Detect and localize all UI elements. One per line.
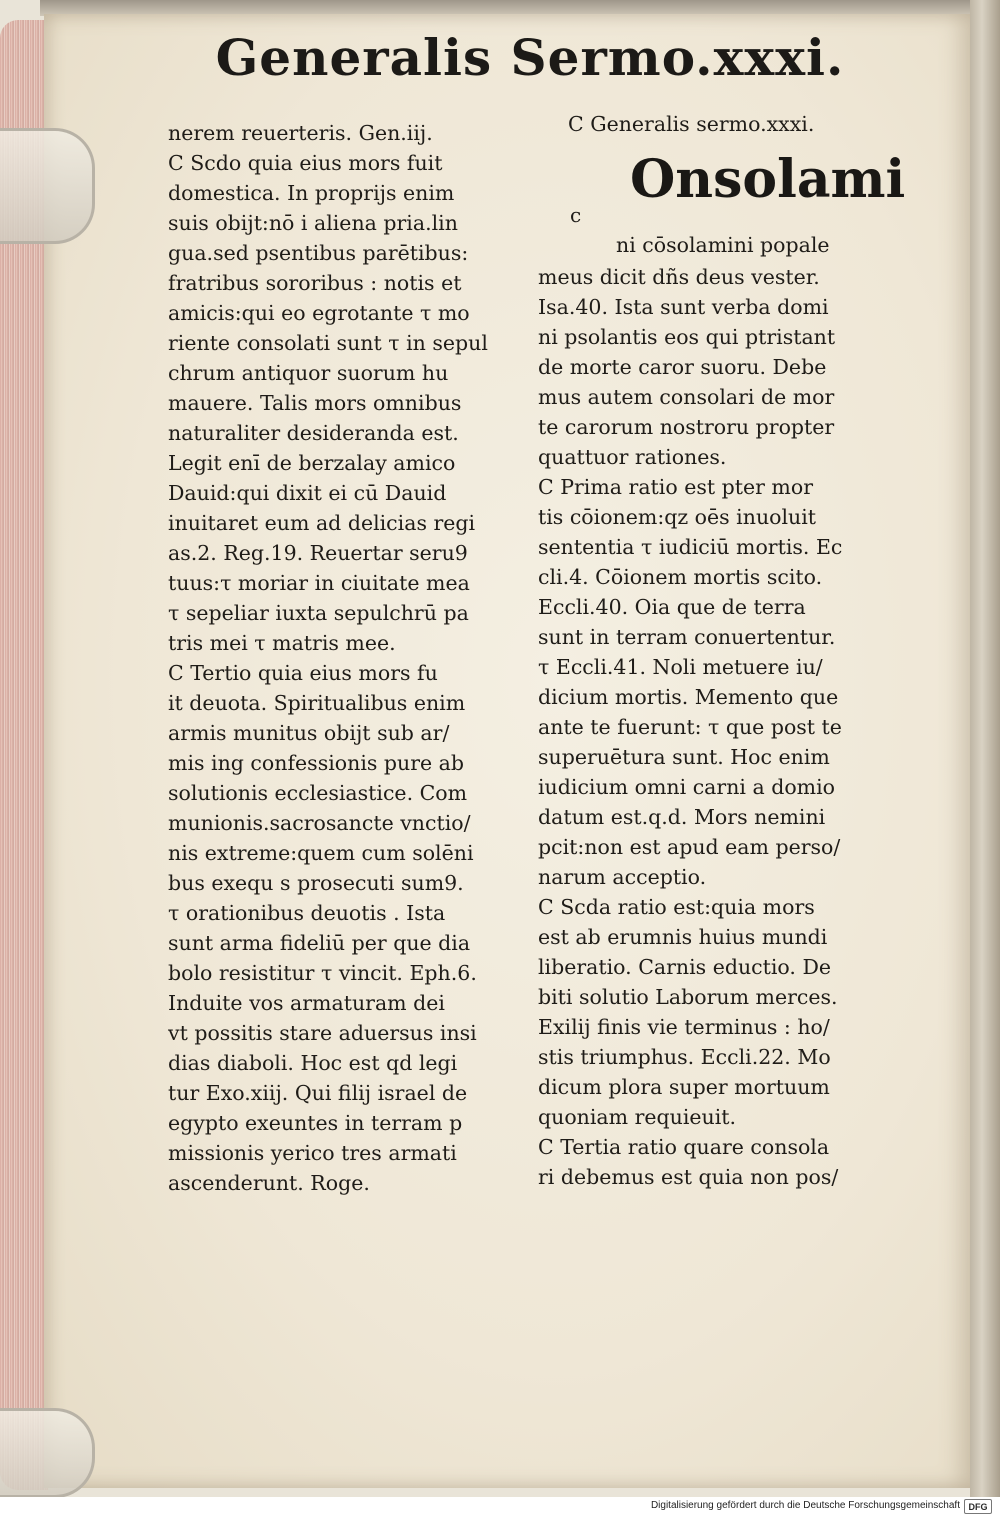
left-column-text-line: nis extreme:quem cum solēni xyxy=(168,841,474,865)
left-column-text-line: Induite vos armaturam dei xyxy=(168,991,445,1015)
right-column-text-line: C Tertia ratio quare consola xyxy=(538,1135,830,1159)
right-column-text-line: pcit:non est apud eam perso/ xyxy=(538,835,841,859)
right-column-text-line: quoniam requieuit. xyxy=(538,1105,737,1129)
right-column-text-line: ni psolantis eos qui ptristant xyxy=(538,325,836,349)
left-column-text-line: nerem reuerteris. Gen.iij. xyxy=(168,121,433,145)
left-column-text-line: chrum antiquor suorum hu xyxy=(168,361,449,385)
right-column-text-line: dicum plora super mortuum xyxy=(538,1075,830,1099)
left-column-text-line: bolo resistitur τ vincit. Eph.6. xyxy=(168,961,477,985)
right-column-text-line: biti solutio Laborum merces. xyxy=(538,985,838,1009)
left-column-text-line: vt possitis stare aduersus insi xyxy=(168,1021,477,1045)
left-column-text-line: riente consolati sunt τ in sepul xyxy=(168,331,488,355)
right-column-text-line: te carorum nostroru propter xyxy=(538,415,835,439)
right-column-text-line: liberatio. Carnis eductio. De xyxy=(538,955,832,979)
left-column-text-line: naturaliter desideranda est. xyxy=(168,421,459,445)
initial-word: Onsolami xyxy=(630,149,906,210)
right-column-text-line: iudicium omni carni a domio xyxy=(538,775,836,799)
guide-letter: c xyxy=(570,203,582,227)
right-column xyxy=(538,104,906,1192)
left-column-text-line: Dauid:qui dixit ei cū Dauid xyxy=(168,481,447,505)
section-heading: C Generalis sermo.xxxi. xyxy=(568,112,815,136)
right-column-text-line: quattuor rationes. xyxy=(538,445,727,469)
initial-block xyxy=(538,144,906,262)
right-column-text-line: C Prima ratio est pter mor xyxy=(538,475,813,499)
right-column-text-line: mus autem consolari de mor xyxy=(538,385,835,409)
left-column-text-line: Legit enī de berzalay amico xyxy=(168,451,456,475)
footer-credit: Digitalisierung gefördert durch die Deutsche Forschungsgemeinschaft xyxy=(650,1500,960,1511)
left-column-text-line: tris mei τ matris mee. xyxy=(168,631,396,655)
running-head: Generalis Sermo.xxxi. xyxy=(215,28,845,87)
left-column-text-line: as.2. Reg.19. Reuertar seru9 xyxy=(168,541,468,565)
right-column-text-line: de morte caror suoru. Debe xyxy=(538,355,827,379)
left-column-text-line: τ sepeliar iuxta sepulchrū pa xyxy=(168,601,469,625)
left-column-text-line: munionis.sacrosancte vnctio/ xyxy=(168,811,471,835)
left-column-text-line: suis obijt:nō i aliena pria.lin xyxy=(168,211,458,235)
initial-line-continuation: ni cōsolamini popale xyxy=(616,233,830,257)
right-column-text-line: meus dicit dñs deus vester. xyxy=(538,265,820,289)
right-column-text-line: Eccli.40. Oia que de terra xyxy=(538,595,806,619)
left-column-text-line: inuitaret eum ad delicias regi xyxy=(168,511,476,535)
right-column-text-line: tis cōionem:qz oēs inuoluit xyxy=(538,505,817,529)
right-column-text-line: est ab erumnis huius mundi xyxy=(538,925,828,949)
binding-right-edge xyxy=(970,0,1000,1497)
left-column-text-line: C Tertio quia eius mors fu xyxy=(168,661,438,685)
left-column-text-line: armis munitus obijt sub ar/ xyxy=(168,721,450,745)
left-column-text-line: mis ing confessionis pure ab xyxy=(168,751,465,775)
clasp-bottom xyxy=(0,1408,95,1497)
right-column-text-line: cli.4. Cōionem mortis scito. xyxy=(538,565,823,589)
clasp-top xyxy=(0,128,95,244)
right-column-text-line: C Scda ratio est:quia mors xyxy=(538,895,815,919)
left-column-text-line: solutionis ecclesiastice. Com xyxy=(168,781,468,805)
left-column-text-line: tuus:τ moriar in ciuitate mea xyxy=(168,571,470,595)
left-column-text-line: mauere. Talis mors omnibus xyxy=(168,391,462,415)
right-column-text-line: Isa.40. Ista sunt verba domi xyxy=(538,295,829,319)
right-column-text-line: superuētura sunt. Hoc enim xyxy=(538,745,830,769)
left-column-text-line: it deuota. Spiritualibus enim xyxy=(168,691,466,715)
left-column-text-line: egypto exeuntes in terram p xyxy=(168,1111,463,1135)
right-column-text-line: Exilij finis vie terminus : ho/ xyxy=(538,1015,830,1039)
right-column-text-line: stis triumphus. Eccli.22. Mo xyxy=(538,1045,831,1069)
left-column-text-line: domestica. In proprijs enim xyxy=(168,181,455,205)
right-column-text-line: τ Eccli.41. Noli metuere iu/ xyxy=(538,655,823,679)
left-column-text-line: C Scdo quia eius mors fuit xyxy=(168,151,443,175)
right-column-text-line: narum acceptio. xyxy=(538,865,707,889)
right-column-text-line: sententia τ iudiciū mortis. Ec xyxy=(538,535,843,559)
right-column-text-line: ante te fuerunt: τ que post te xyxy=(538,715,842,739)
left-column-text-line: amicis:qui eo egrotante τ mo xyxy=(168,301,470,325)
left-column-text-line: gua.sed psentibus parētibus: xyxy=(168,241,469,265)
left-column-text-line: sunt arma fideliū per que dia xyxy=(168,931,471,955)
left-column-text-line: fratribus sororibus : notis et xyxy=(168,271,462,295)
right-column-lines xyxy=(538,262,888,1192)
right-column-text-line: ri debemus est quia non pos/ xyxy=(538,1165,839,1189)
footer-bar xyxy=(0,1497,1000,1517)
right-column-text-line: sunt in terram conuertentur. xyxy=(538,625,836,649)
left-column-text-line: tur Exo.xiij. Qui filij israel de xyxy=(168,1081,468,1105)
left-column-text-line: missionis yerico tres armati xyxy=(168,1141,457,1165)
left-column-text-line: bus exequ s prosecuti sum9. xyxy=(168,871,464,895)
right-column-text-line: datum est.q.d. Mors nemini xyxy=(538,805,826,829)
dfg-logo: DFG xyxy=(964,1499,992,1514)
left-column-text-line: τ orationibus deuotis . Ista xyxy=(168,901,446,925)
right-column-text-line: dicium mortis. Memento que xyxy=(538,685,839,709)
left-column xyxy=(168,118,518,1198)
left-column-text-line: ascenderunt. Roge. xyxy=(168,1171,370,1195)
left-column-text-line: dias diaboli. Hoc est qd legi xyxy=(168,1051,458,1075)
